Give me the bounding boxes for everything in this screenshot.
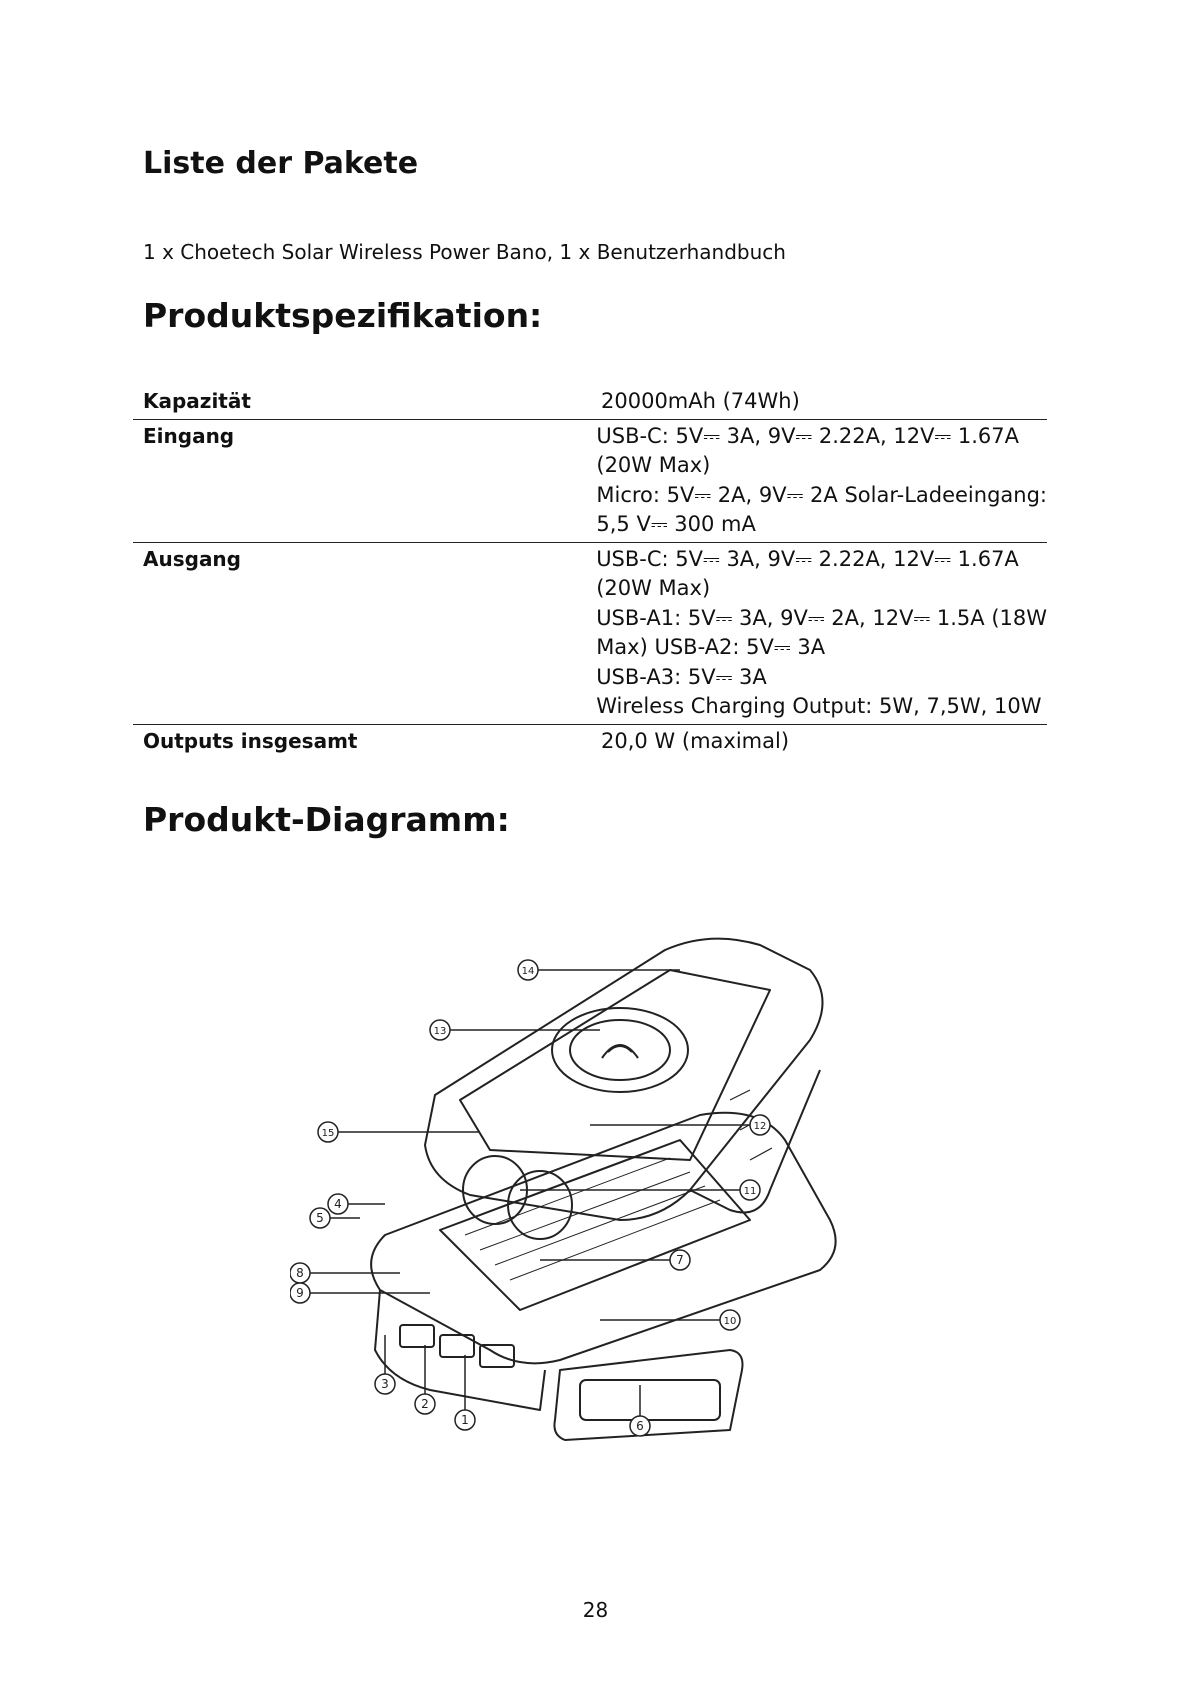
usb-a3-port-shape xyxy=(400,1325,434,1347)
callout-label: 11 xyxy=(743,1186,757,1197)
spec-row-capacity xyxy=(133,387,1047,419)
spec-table xyxy=(133,387,1047,758)
spec-label: Eingang xyxy=(143,423,235,448)
callout-label: 10 xyxy=(723,1316,737,1327)
callout-label: 1 xyxy=(461,1413,469,1427)
spec-value-line: USB-A1: 5V⎓ 3A, 9V⎓ 2A, 12V⎓ 1.5A (18W xyxy=(596,605,1047,630)
spec-row-output xyxy=(133,542,1047,724)
callout-label: 8 xyxy=(296,1266,304,1280)
spec-value-line: Max) USB-A2: 5V⎓ 3A xyxy=(596,635,826,659)
spec-value-line: 20000mAh (74Wh) xyxy=(601,389,800,413)
callout-label: 6 xyxy=(636,1419,644,1433)
callout-label: 3 xyxy=(381,1377,389,1391)
callout-label: 2 xyxy=(421,1397,429,1411)
spec-row-input xyxy=(133,419,1047,542)
page-number: 28 xyxy=(582,1598,609,1622)
spec-value xyxy=(596,422,1047,540)
package-list-text: 1 x Choetech Solar Wireless Power Bano, 1 x Benutzerhandbuch xyxy=(143,240,786,264)
spec-value-line: (20W Max) xyxy=(596,576,711,600)
solar-panel-unit xyxy=(371,1113,836,1364)
heading-product-spec: Produktspezifikation: xyxy=(143,296,543,335)
heading-product-diagram: Produkt-Diagramm: xyxy=(143,800,510,839)
callout-label: 14 xyxy=(521,966,535,977)
heading-package-list: Liste der Pakete xyxy=(143,146,419,181)
spec-label: Outputs insgesamt xyxy=(143,728,358,753)
spec-value xyxy=(601,387,1047,417)
spec-value-line: USB-C: 5V⎓ 3A, 9V⎓ 2.22A, 12V⎓ 1.67A xyxy=(596,546,1019,571)
callout-label: 9 xyxy=(296,1286,304,1300)
callout-label: 4 xyxy=(334,1197,342,1211)
spec-value xyxy=(596,545,1047,722)
spec-value-line: 20,0 W (maximal) xyxy=(601,728,790,753)
spec-value-line: Wireless Charging Output: 5W, 7,5W, 10W xyxy=(596,694,1042,718)
callout-label: 5 xyxy=(316,1211,324,1225)
spec-value xyxy=(601,727,1047,757)
callout-label: 7 xyxy=(676,1253,684,1267)
spec-value-line: 5,5 V⎓ 300 mA xyxy=(596,512,756,536)
callout-label: 12 xyxy=(753,1121,767,1132)
spec-value-line: (20W Max) xyxy=(596,453,711,477)
spec-value-line: Micro: 5V⎓ 2A, 9V⎓ 2A Solar-Ladeeingang: xyxy=(596,482,1047,507)
spec-row-total-output xyxy=(133,724,1047,759)
spec-value-line: USB-C: 5V⎓ 3A, 9V⎓ 2.22A, 12V⎓ 1.67A xyxy=(596,423,1019,448)
spec-label: Ausgang xyxy=(143,546,241,571)
product-diagram xyxy=(290,890,910,1470)
spec-label: Kapazität xyxy=(143,389,251,413)
callout-label: 15 xyxy=(321,1128,335,1139)
callout-label: 13 xyxy=(433,1026,447,1037)
spec-value-line: USB-A3: 5V⎓ 3A xyxy=(596,664,767,689)
